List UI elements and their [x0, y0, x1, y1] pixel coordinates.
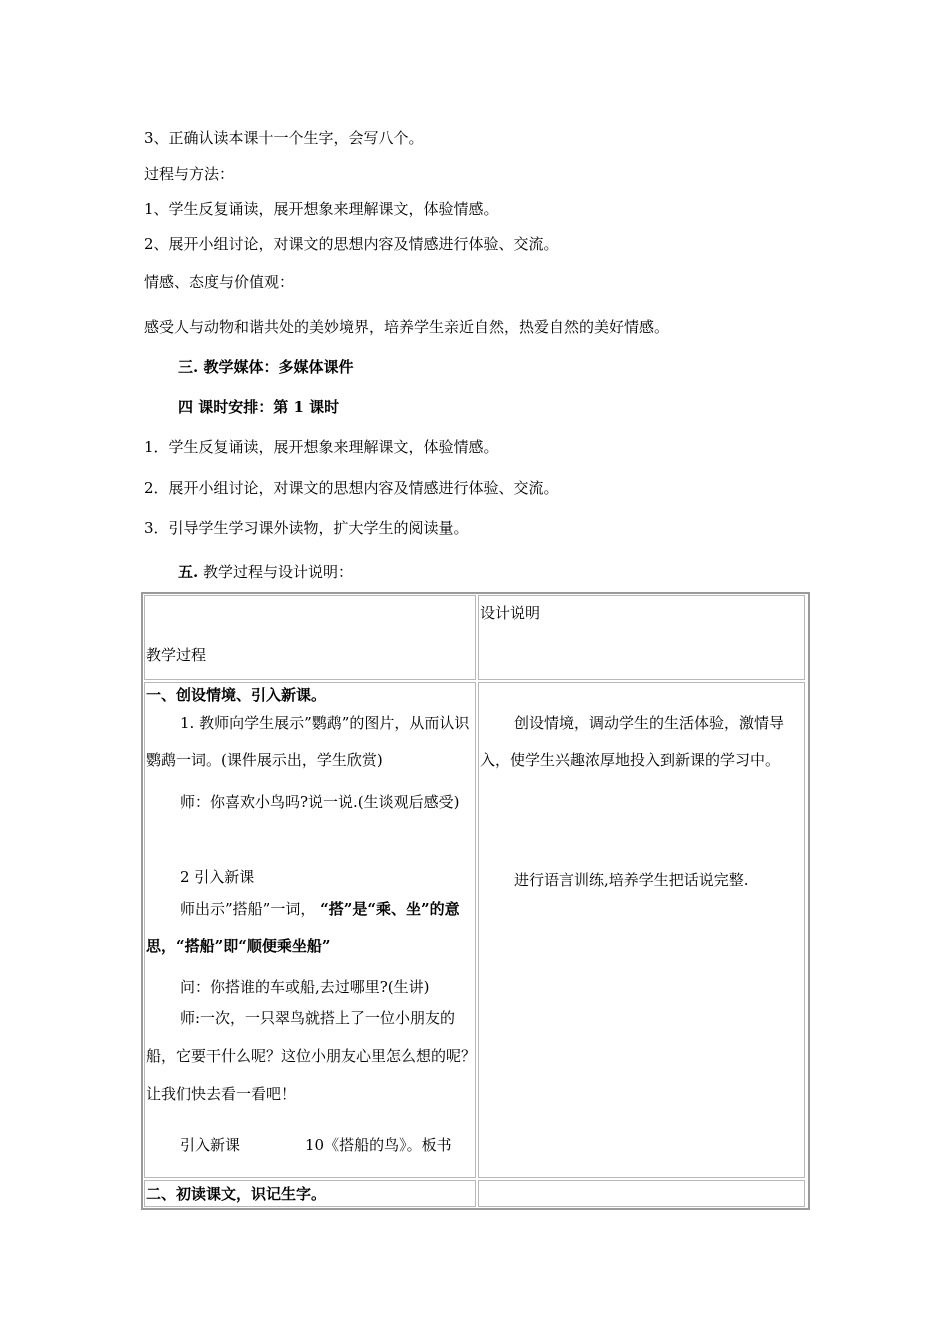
emotion-text: 感受人与动物和谐共处的美妙境界，培养学生亲近自然，热爱自然的美好情感。: [144, 318, 670, 336]
section-one-p2: 师：你喜欢小鸟吗?说一说.(生谈观后感受): [180, 793, 460, 811]
media-heading: 三. 教学媒体：多媒体课件: [178, 358, 354, 376]
schedule-heading: 四 课时安排：第 1 课时: [178, 398, 340, 416]
emotion-heading: 情感、态度与价值观：: [144, 273, 295, 291]
row2-cell-right: [478, 1180, 805, 1207]
section-one-p4-b: “搭”是“乘、坐”的意思，“搭船”即“顺便乘坐船”: [146, 900, 460, 955]
process-table-heading-num: 五.: [178, 563, 199, 581]
header-cell-right: [478, 595, 805, 680]
header-teaching-process: 教学过程: [146, 646, 207, 664]
design-note-1: 创设情境，调动学生的生活体验，激情导入，使学生兴趣浓厚地投入到新课的学习中。: [480, 714, 785, 769]
section-one-p4-a: 师出示”搭船”一词，: [180, 900, 316, 918]
process-table-heading-text: 教学过程与设计说明：: [198, 563, 354, 581]
section-one-title: 一、创设情境、引入新课。: [146, 686, 327, 704]
objective-line-3: 3、正确认读本课十一个生字，会写八个。: [144, 129, 424, 147]
section-one-p6: 师:一次，一只翠鸟就搭上了一位小朋友的船，它要干什么呢？这位小朋友心里怎么想的呢？让我们快去看一看吧！: [146, 1009, 477, 1103]
process-table-heading: [178, 562, 353, 582]
row1-cell-left: [144, 682, 476, 1178]
section-one-p5: 问：你搭谁的车或船,去过哪里?(生讲): [180, 978, 430, 996]
section-one-p7-a: 引入新课: [180, 1136, 241, 1154]
section-one-p3: 2 引入新课: [180, 868, 255, 886]
row2-cell-left: [144, 1180, 476, 1207]
section-two-title: 二、初读课文，识记生字。: [146, 1185, 327, 1203]
lesson-table: [141, 592, 810, 1210]
header-design-notes: 设计说明: [480, 604, 541, 622]
process-item-1: 1、学生反复诵读，展开想象来理解课文，体验情感。: [144, 200, 499, 218]
process-method-heading: 过程与方法：: [144, 165, 235, 183]
header-cell-left: [144, 595, 476, 680]
section-one-p1: 1. 教师向学生展示”鹦鹉”的图片，从而认识鹦鹉一词。(课件展示出，学生欣赏): [146, 714, 470, 769]
process-item-2: 2、展开小组讨论，对课文的思想内容及情感进行体验、交流。: [144, 235, 559, 253]
schedule-item-1: 1．学生反复诵读，展开想象来理解课文，体验情感。: [144, 438, 499, 456]
schedule-item-3: 3．引导学生学习课外读物，扩大学生的阅读量。: [144, 519, 469, 537]
row1-cell-right: [478, 682, 805, 1178]
schedule-item-2: 2．展开小组讨论，对课文的思想内容及情感进行体验、交流。: [144, 479, 559, 497]
design-note-2: 进行语言训练,培养学生把话说完整.: [514, 871, 749, 889]
section-one-p4: [146, 891, 476, 965]
section-one-p7-b: 10《搭船的鸟》。板书: [305, 1136, 452, 1154]
